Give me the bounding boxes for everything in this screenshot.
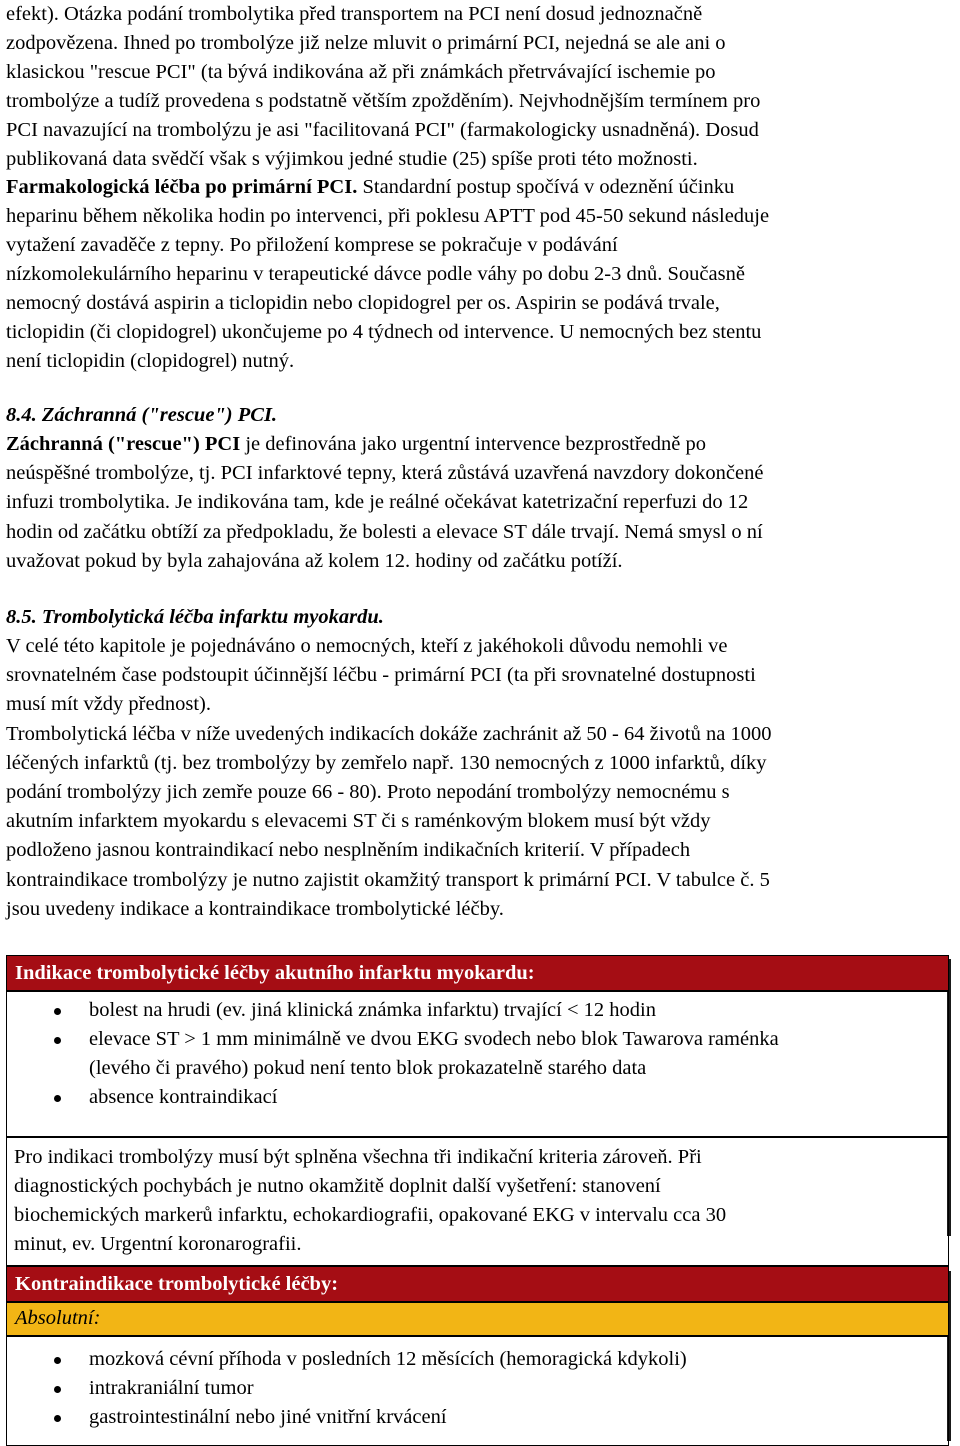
text-segment: heparinu během několika hodin po intervenci, při poklesu APTT pod 45-50 sekund následuje: [6, 205, 770, 228]
text-segment: musí mít vždy přednost).: [6, 693, 211, 716]
absolute-subheader: Absolutní:: [6, 1302, 949, 1336]
absolute-item: [89, 1374, 254, 1403]
text-segment: Farmakologická léčba po primární PCI.: [6, 176, 358, 199]
text-line: [6, 518, 763, 547]
text-line: [6, 749, 767, 778]
text-segment: uvažovat pokud by byla zahajována až kolem 12. hodiny od začátku potíží.: [6, 549, 623, 572]
text-segment: hodin od začátku obtíží za předpokladu, že bolesti a elevace ST dále trvají. Nemá smysl o ní: [6, 520, 763, 543]
absolute-text: intrakraniální tumor: [89, 1377, 254, 1399]
text-segment: srovnatelném čase podstoupit účinnější léčbu - primární PCI (ta při srovnatelné dostupnosti: [6, 664, 756, 687]
text-line: [6, 289, 720, 318]
text-segment: V celé této kapitole je pojednáváno o nemocných, kteří z jakéhokoli důvodu nemohli ve: [6, 635, 728, 657]
text-segment: efekt). Otázka podání trombolytika před transportem na PCI není dosud jednoznačně: [6, 3, 703, 25]
contraindications-header: Kontraindikace trombolytické léčby:: [6, 1266, 949, 1302]
absolute-item: [89, 1345, 687, 1374]
text-segment: klasickou "rescue PCI" (ta bývá indikována až při známkách přetrvávající ischemie po: [6, 60, 716, 83]
text-segment: je definována jako urgentní intervence bezprostředně po: [240, 433, 707, 455]
indication-item: [89, 1054, 646, 1083]
text-line: [6, 87, 760, 116]
text-line: [6, 690, 211, 719]
indications-header: Indikace trombolytické léčby akutního infarktu myokardu:: [6, 955, 949, 991]
text-line: [6, 895, 504, 924]
text-line: [6, 866, 770, 895]
section-8-4-heading: 8.4. Záchranná ("rescue") PCI.: [6, 404, 278, 426]
indication-text: (levého či pravého) pokud není tento blok prokazatelně starého data: [89, 1057, 647, 1079]
absolute-text: mozková cévní příhoda v posledních 12 měsících (hemoragická kdykoli): [89, 1348, 687, 1370]
text-line: [6, 202, 769, 231]
text-line: [6, 145, 698, 174]
text-segment: léčených infarktů (tj. bez trombolýzy by zemřelo např. 130 nemocných z 1000 infarktů, díky: [6, 751, 767, 774]
text-segment: podloženo jasnou kontraindikací nebo nesplněním indikačních kriterií. V případech: [6, 839, 691, 862]
text-line: [6, 0, 702, 29]
text-segment: PCI navazující na trombolýzu je asi "facilitovaná PCI" (farmakologicky usnadněná). Dosud: [6, 118, 759, 141]
text-line: [6, 661, 756, 690]
note-line: diagnostických pochybách je nutno okamžitě doplnit další vyšetření: stanovení: [14, 1175, 661, 1197]
text-segment: není ticlopidin (clopidogrel) nutný.: [6, 349, 295, 372]
text-line: [6, 632, 727, 661]
text-line: [6, 459, 763, 488]
indication-text: absence kontraindikací: [89, 1086, 278, 1108]
bullet-icon: [54, 1415, 61, 1422]
text-segment: kontraindikace trombolýzy je nutno zajistit okamžitý transport k primární PCI. V tabulce č. 5: [6, 868, 770, 891]
text-segment: zodpovězena. Ihned po trombolýze již nelze mluvit o primární PCI, nejedná se ale ani o: [6, 31, 726, 54]
indication-item: [89, 1025, 779, 1054]
bullet-icon: [54, 1095, 61, 1102]
text-segment: Standardní postup spočívá v odeznění účinku: [357, 176, 735, 199]
bullet-icon: [54, 1357, 61, 1364]
text-segment: podání trombolýzy jich zemře pouze 66 - 80). Proto nepodání trombolýzy nemocnému s: [6, 781, 730, 803]
text-segment: jsou uvedeny indikace a kontraindikace trombolytické léčby.: [6, 897, 504, 920]
text-segment: Trombolytická léčba v níže uvedených indikacích dokáže zachránit až 50 - 64 životů na 1000: [6, 722, 772, 745]
text-line: [6, 116, 759, 145]
text-segment: nízkomolekulárního heparinu v terapeutické dávce podle váhy po dobu 2-3 dnů. Současně: [6, 263, 745, 286]
indication-item: [89, 996, 656, 1025]
text-line: [6, 488, 748, 517]
text-line: [6, 260, 745, 289]
text-line: [6, 720, 771, 749]
bullet-icon: [54, 1008, 61, 1015]
text-line: [6, 430, 706, 459]
bullet-icon: [54, 1386, 61, 1393]
absolute-text: gastrointestinální nebo jiné vnitřní krvácení: [89, 1406, 447, 1428]
text-segment: akutním infarktem myokardu s elevacemi ST či s raménkovým blokem musí být vždy: [6, 810, 711, 833]
text-segment: trombolýze a tudíž provedena s podstatně větším zpožděním). Nejvhodnějším termínem pro: [6, 89, 761, 112]
text-line: [6, 318, 761, 347]
text-segment: Záchranná ("rescue") PCI: [6, 433, 241, 455]
text-line: [6, 347, 294, 376]
text-line: [6, 173, 734, 202]
text-segment: ticlopidin (či clopidogrel) ukončujeme po 4 týdnech od intervence. U nemocných bez stentu: [6, 320, 762, 343]
note-line: biochemických markerů infarktu, echokardiografii, opakované EKG v intervalu cca 30: [14, 1204, 727, 1226]
indication-text: elevace ST > 1 mm minimálně ve dvou EKG svodech nebo blok Tawarova raménka: [89, 1028, 779, 1050]
section-8-5-heading: 8.5. Trombolytická léčba infarktu myokardu.: [6, 606, 384, 628]
note-line: minut, ev. Urgentní koronarografii.: [14, 1233, 302, 1255]
text-segment: nemocný dostává aspirin a ticlopidin nebo clopidogrel per os. Aspirin se podává trvale,: [6, 292, 720, 314]
text-line: [6, 231, 618, 260]
note-line: Pro indikaci trombolýzy musí být splněna všechna tři indikační kriteria zároveň. Při: [14, 1146, 702, 1168]
text-segment: publikovaná data svědčí však s výjimkou jedné studie (25) spíše proti této možnosti.: [6, 147, 698, 170]
text-line: [6, 836, 690, 865]
text-segment: vytažení zavaděče z tepny. Po přiložení komprese se pokračuje v podávání: [6, 234, 618, 257]
text-line: [6, 778, 730, 807]
bullet-icon: [54, 1037, 61, 1044]
text-line: [6, 29, 726, 58]
text-segment: infuzi trombolytika. Je indikována tam, kde je reálné očekávat katetrizační reperfuzi do 12: [6, 491, 749, 514]
text-line: [6, 58, 716, 87]
absolute-item: [89, 1403, 447, 1432]
indication-text: bolest na hrudi (ev. jiná klinická známka infarktu) trvající < 12 hodin: [89, 999, 656, 1021]
indication-item: [89, 1083, 277, 1112]
text-line: [6, 547, 623, 576]
text-segment: neúspěšné trombolýze, tj. PCI infarktové tepny, která zůstává uzavřená navzdory dokončené: [6, 462, 764, 485]
text-line: [6, 807, 710, 836]
